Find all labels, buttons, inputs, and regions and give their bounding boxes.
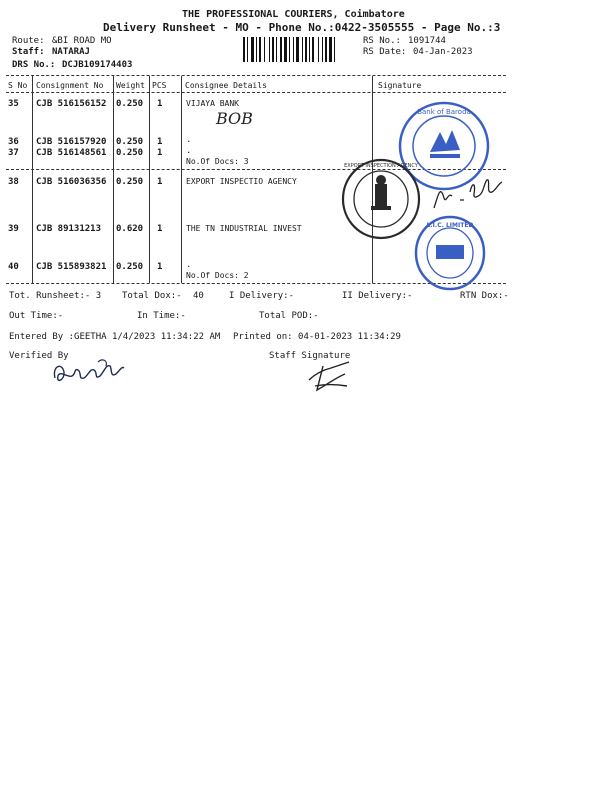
row-sno: 39 xyxy=(8,224,19,234)
col-header-weight: Weight xyxy=(116,81,145,90)
drs-label: DRS No.: xyxy=(12,60,56,70)
row-consignment: CJB 516156152 xyxy=(36,99,107,109)
row-consignment: CJB 516157920 xyxy=(36,137,107,147)
row-pcs: 1 xyxy=(157,137,163,147)
verified-by: Verified By xyxy=(9,351,69,361)
row-pcs: 1 xyxy=(157,177,163,187)
row-consignment: CJB 516036356 xyxy=(36,177,107,187)
row-pcs: 1 xyxy=(157,224,163,234)
row-details: VIJAYA BANK xyxy=(186,99,239,108)
row-consignment: CJB 515893821 xyxy=(36,262,107,272)
row-sno: 36 xyxy=(8,137,19,147)
handwritten-note: BOB xyxy=(216,109,253,128)
col-header-pcs: PCS xyxy=(152,81,167,90)
col-divider xyxy=(113,76,114,283)
row-weight: 0.250 xyxy=(116,137,144,147)
rs-no-label: RS No.: xyxy=(363,36,401,46)
out-time: Out Time:- xyxy=(9,311,64,321)
route-label: Route: xyxy=(12,36,45,46)
row-pcs: 1 xyxy=(157,99,163,109)
row-pcs: 1 xyxy=(157,148,163,158)
rs-date-value: 04-Jan-2023 xyxy=(413,47,473,57)
staff-label: Staff: xyxy=(12,47,45,57)
ii-delivery: II Delivery:- xyxy=(342,291,413,301)
printed-on: Printed on: 04-01-2023 11:34:29 xyxy=(233,332,401,342)
total-pod: Total POD:- xyxy=(259,311,319,321)
lic-stamp-text: L.I.C. LIMITED xyxy=(426,222,474,229)
row-details: EXPORT INSPECTIO AGENCY xyxy=(186,177,297,186)
row-weight: 0.250 xyxy=(116,177,144,187)
staff-signature-label: Staff Signature xyxy=(269,351,351,361)
col-header-sno: S No xyxy=(8,81,28,90)
runsheet-title: Delivery Runsheet - MO - Phone No.:0422-3505555 - Page No.:3 xyxy=(103,21,501,34)
i-delivery: I Delivery:- xyxy=(229,291,295,301)
company-title: THE PROFESSIONAL COURIERS, Coimbatore xyxy=(182,9,405,20)
col-header-consignee: Consignee Details xyxy=(185,81,267,90)
verified-signature xyxy=(50,356,140,390)
row-weight: 0.250 xyxy=(116,148,144,158)
header-top-rule xyxy=(6,75,506,76)
drs-value: DCJB109174403 xyxy=(62,60,133,70)
eia-stamp xyxy=(341,158,421,240)
row-sno: 37 xyxy=(8,148,19,158)
row-details: . xyxy=(186,146,192,156)
col-divider xyxy=(32,76,33,283)
row-pcs: 1 xyxy=(157,262,163,272)
bank-stamp-text: Bank of Baroda xyxy=(417,108,471,116)
row-weight: 0.620 xyxy=(116,224,144,234)
staff-value: NATARAJ xyxy=(52,47,90,57)
docs-count: No.Of Docs: 2 xyxy=(186,271,249,280)
receiver-signature xyxy=(430,170,506,216)
lic-stamp xyxy=(414,215,486,291)
row-consignment: CJB 89131213 xyxy=(36,224,102,234)
entered-by: Entered By :GEETHA 1/4/2023 11:34:22 AM xyxy=(9,332,221,342)
row-details: . xyxy=(186,135,192,145)
header-bottom-rule xyxy=(6,92,506,93)
row-sno: 38 xyxy=(8,177,19,187)
total-dox-value: 40 xyxy=(193,291,204,301)
eia-stamp-text: EXPORT INSPECTION AGENCY xyxy=(344,163,418,169)
row-sno: 35 xyxy=(8,99,19,109)
docs-count: No.Of Docs: 3 xyxy=(186,157,249,166)
row-weight: 0.250 xyxy=(116,99,144,109)
total-dox-label: Total Dox:- xyxy=(122,291,182,301)
col-header-consignment: Consignment No xyxy=(36,81,104,90)
col-divider xyxy=(181,76,182,283)
in-time: In Time:- xyxy=(137,311,186,321)
rs-no-value: 1091744 xyxy=(408,36,446,46)
row-sno: 40 xyxy=(8,262,19,272)
row-details: . xyxy=(186,260,192,270)
rtn-dox: RTN Dox:- xyxy=(460,291,509,301)
route-value: &BI ROAD MO xyxy=(52,36,112,46)
tot-runsheet: Tot. Runsheet:- 3 xyxy=(9,291,102,301)
staff-signature-mark xyxy=(305,356,355,396)
col-header-signature: Signature xyxy=(378,81,422,90)
col-divider xyxy=(149,76,150,283)
rs-date-label: RS Date: xyxy=(363,47,407,57)
row-consignment: CJB 516148561 xyxy=(36,148,107,158)
row-weight: 0.250 xyxy=(116,262,144,272)
row-details: THE TN INDUSTRIAL INVEST xyxy=(186,224,302,233)
barcode xyxy=(243,37,356,62)
